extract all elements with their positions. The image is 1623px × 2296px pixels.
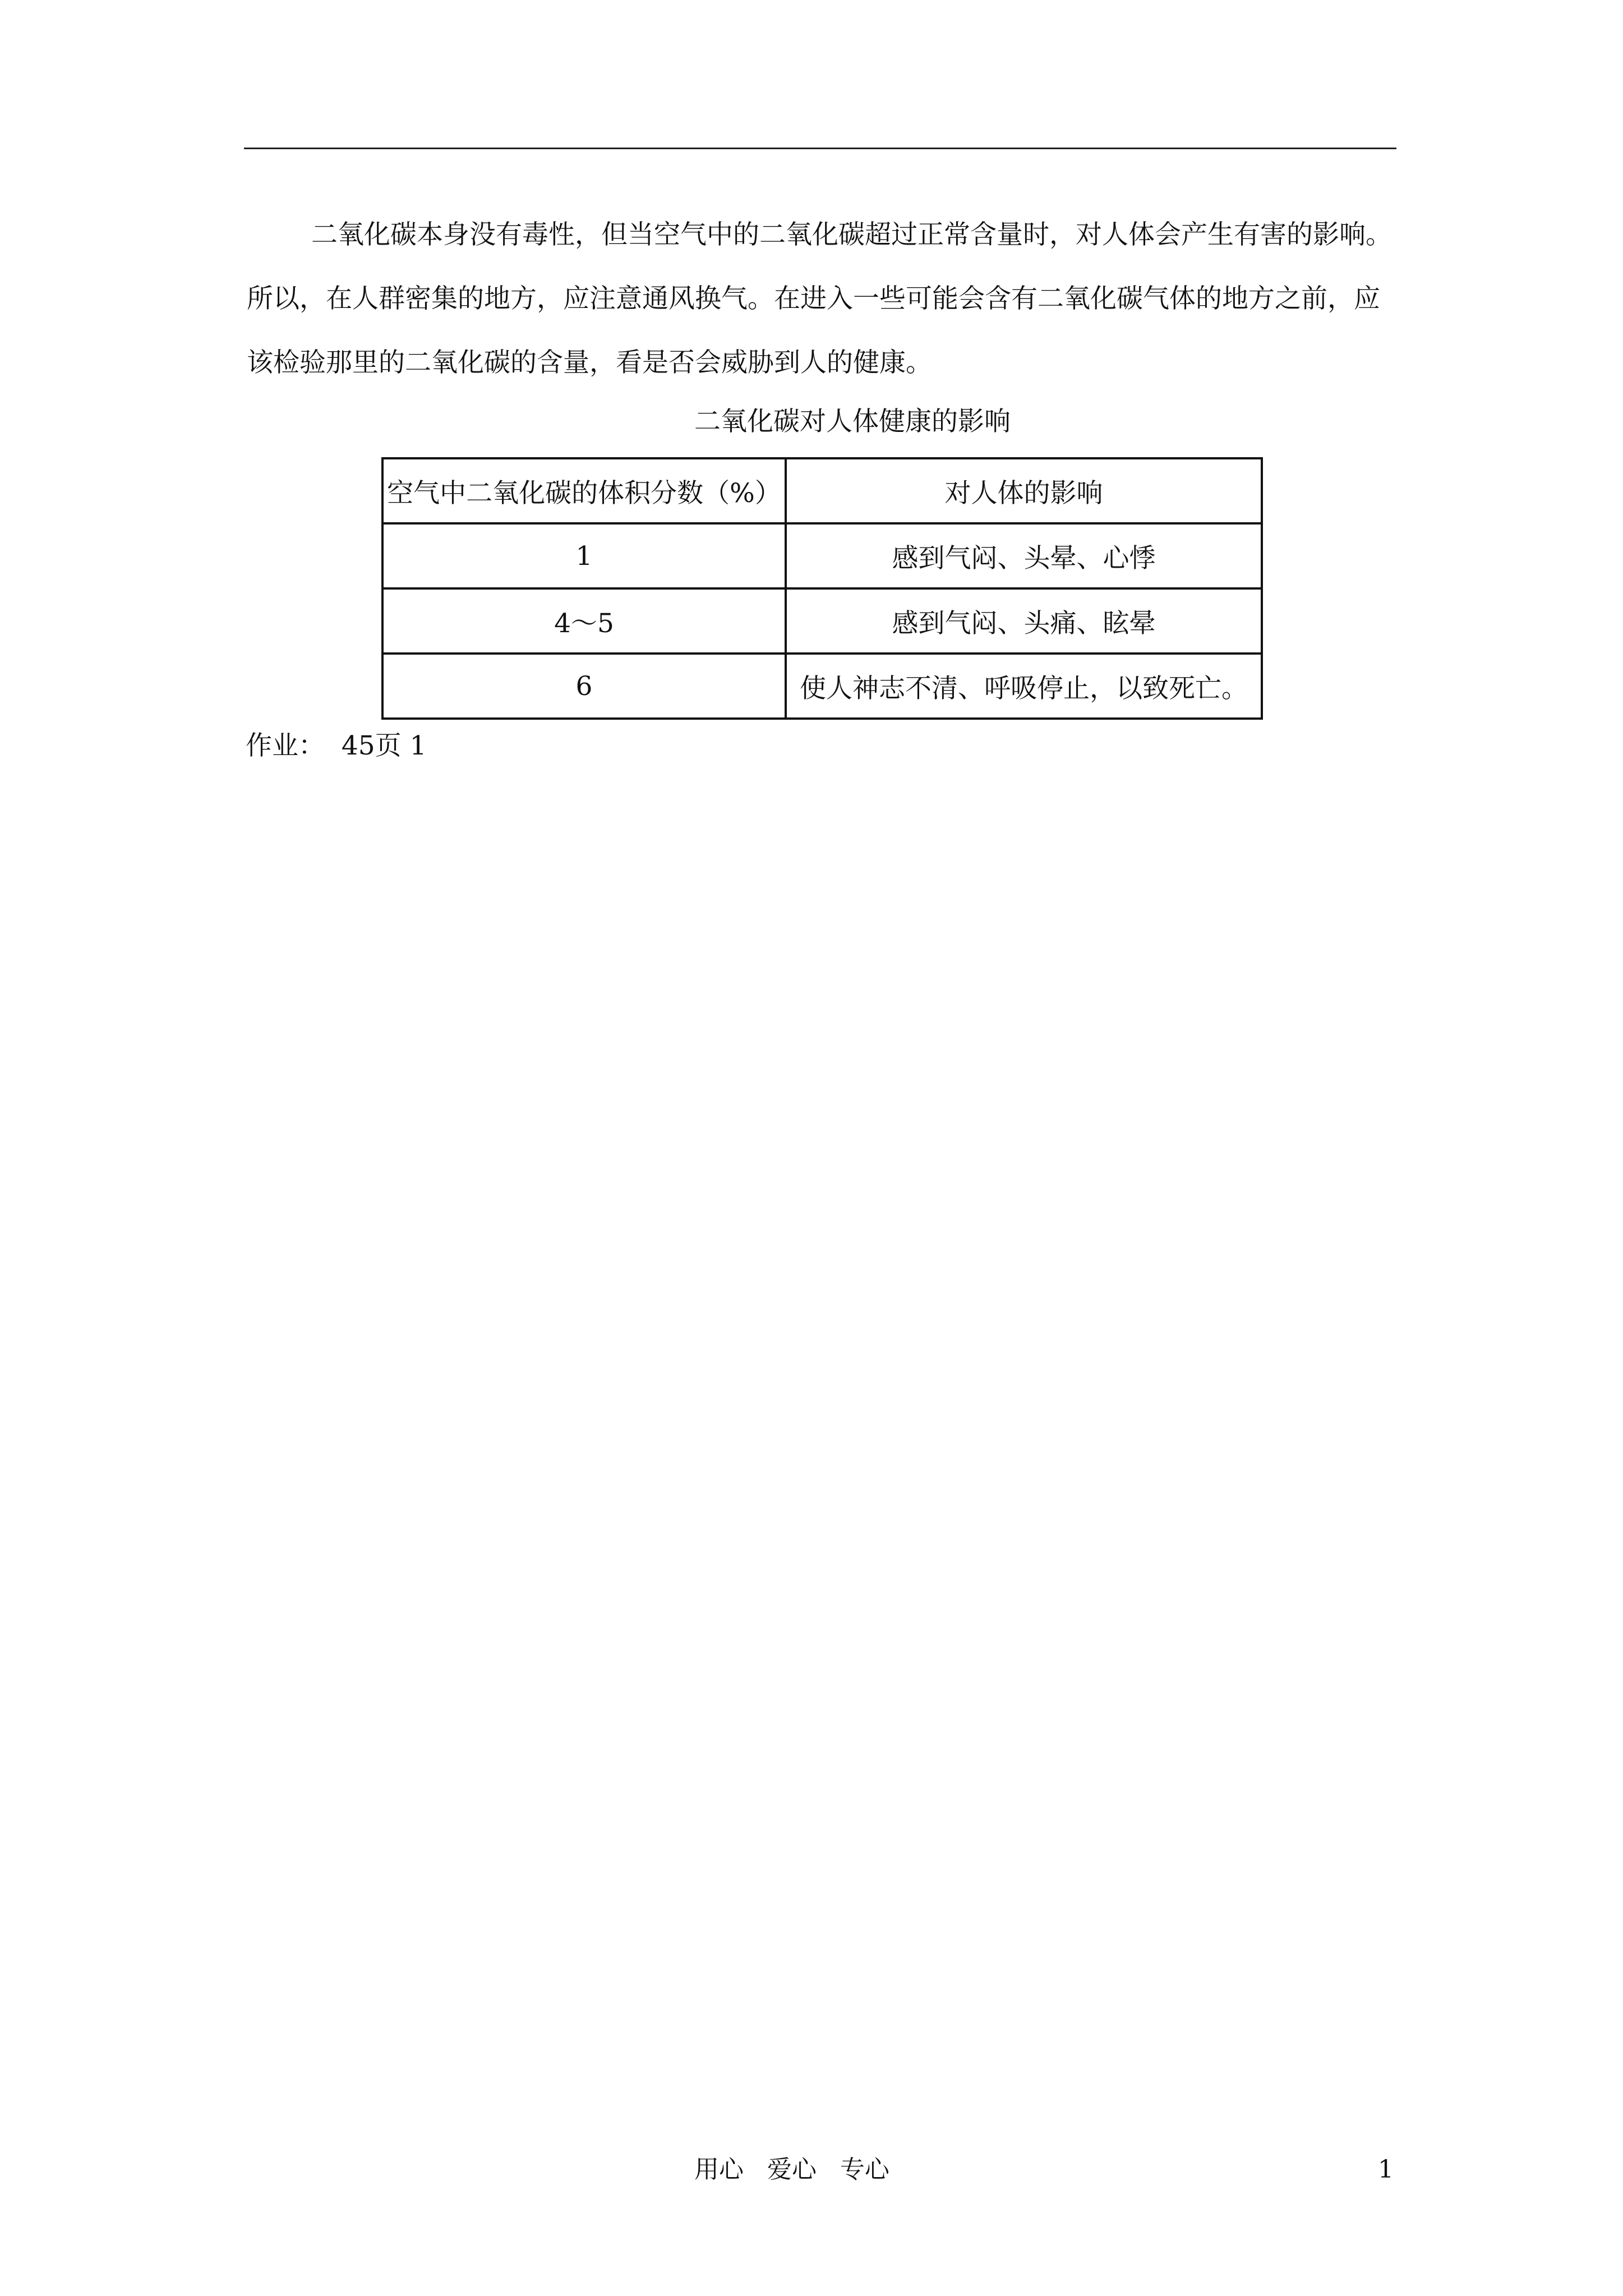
homework-note: 作业： 45页 1 [246,730,427,761]
table-header-volume-fraction: 空气中二氧化碳的体积分数（%） [382,458,786,523]
table-caption: 二氧化碳对人体健康的影响 [694,406,1011,437]
table-cell-effect: 感到气闷、头痛、眩晕 [786,588,1262,654]
header-rule [244,148,1396,149]
table-cell-fraction: 4～5 [382,588,786,654]
table-header-effect: 对人体的影响 [786,458,1262,523]
body-paragraph-text: 二氧化碳本身没有毒性，但当空气中的二氧化碳超过正常含量时，对人体会产生有害的影响。所以，在人群密集的地方，应注意通风换气。在进入一些可能会含有二氧化碳气体的地方之前，应该检验那里的二氧化碳的含量，看是否会威胁到人的健康。 [247,219,1392,378]
table-cell-fraction: 6 [382,654,786,719]
body-paragraph [247,203,1396,395]
table-row [382,523,1262,588]
table-cell-effect: 使人神志不清、呼吸停止，以致死亡。 [786,654,1262,719]
co2-effects-table [381,457,1263,720]
table-row [382,588,1262,654]
page-number: 1 [1378,2155,1394,2184]
table-header-row [382,458,1262,523]
table-row [382,654,1262,719]
table-cell-fraction: 1 [382,523,786,588]
table-cell-effect: 感到气闷、头晕、心悸 [786,523,1262,588]
footer-motto: 用心 爱心 专心 [694,2155,889,2184]
